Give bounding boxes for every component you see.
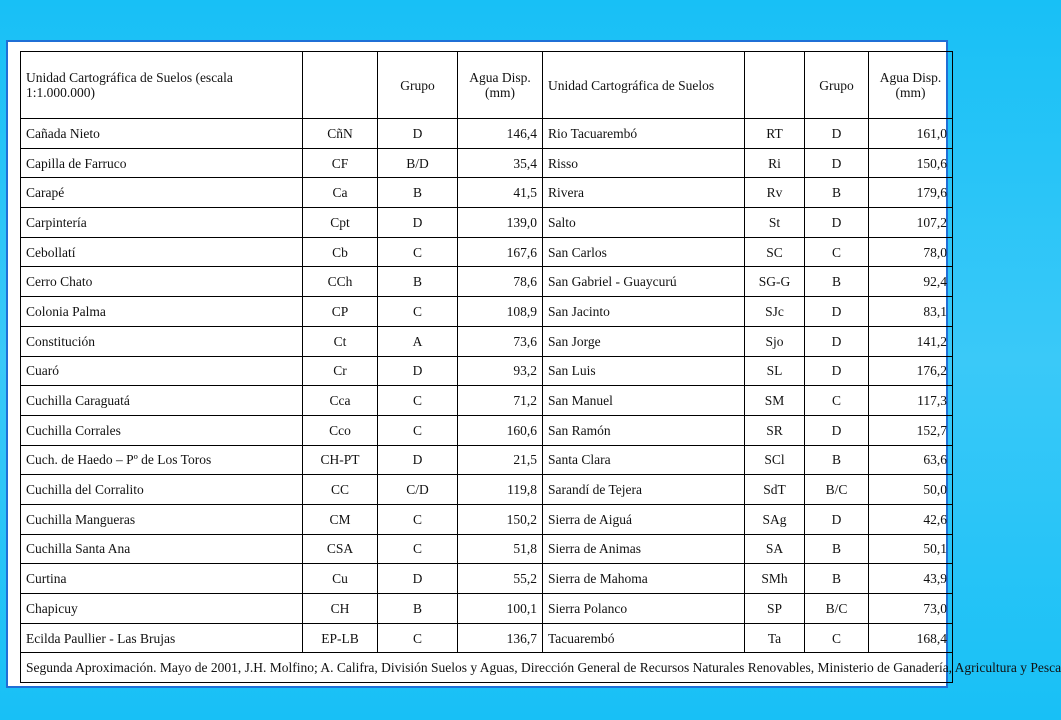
table-row: [21, 178, 953, 208]
left-available-water: 21,5: [458, 445, 543, 475]
table-row: [21, 267, 953, 297]
left-unit-name: Curtina: [21, 564, 303, 594]
left-hydro-group: B/D: [378, 148, 458, 178]
right-unit-symbol: Ri: [745, 148, 805, 178]
table-row: [21, 386, 953, 416]
right-hydro-group: D: [805, 326, 869, 356]
left-unit-symbol: CH-PT: [303, 445, 378, 475]
left-unit-symbol: CñN: [303, 119, 378, 149]
left-unit-symbol: CC: [303, 475, 378, 505]
right-unit-name: San Gabriel - Guaycurú: [543, 267, 745, 297]
right-hydro-group: D: [805, 297, 869, 327]
header-grupo-right: Grupo: [805, 52, 869, 119]
left-unit-name: Constitución: [21, 326, 303, 356]
left-available-water: 73,6: [458, 326, 543, 356]
right-available-water: 141,2: [869, 326, 953, 356]
left-hydro-group: C: [378, 237, 458, 267]
table-row: [21, 148, 953, 178]
header-agua-left: Agua Disp. (mm): [458, 52, 543, 119]
right-unit-symbol: SL: [745, 356, 805, 386]
right-unit-symbol: SC: [745, 237, 805, 267]
table-row: [21, 534, 953, 564]
left-unit-symbol: Ct: [303, 326, 378, 356]
right-unit-name: San Jorge: [543, 326, 745, 356]
right-unit-name: San Jacinto: [543, 297, 745, 327]
right-unit-symbol: SG-G: [745, 267, 805, 297]
left-unit-symbol: CF: [303, 148, 378, 178]
left-available-water: 167,6: [458, 237, 543, 267]
right-unit-symbol: SdT: [745, 475, 805, 505]
right-unit-name: Salto: [543, 208, 745, 238]
right-unit-symbol: St: [745, 208, 805, 238]
right-unit-name: Rio Tacuarembó: [543, 119, 745, 149]
left-unit-symbol: Cb: [303, 237, 378, 267]
right-unit-name: San Luis: [543, 356, 745, 386]
right-unit-name: Rivera: [543, 178, 745, 208]
right-unit-name: Sierra de Aiguá: [543, 504, 745, 534]
left-hydro-group: D: [378, 208, 458, 238]
right-available-water: 43,9: [869, 564, 953, 594]
left-unit-name: Carpintería: [21, 208, 303, 238]
right-unit-symbol: SA: [745, 534, 805, 564]
right-available-water: 50,1: [869, 534, 953, 564]
left-hydro-group: A: [378, 326, 458, 356]
table-row: [21, 237, 953, 267]
right-available-water: 78,0: [869, 237, 953, 267]
header-symbol-left: [303, 52, 378, 119]
right-hydro-group: C: [805, 623, 869, 653]
right-unit-name: San Ramón: [543, 415, 745, 445]
right-available-water: 117,3: [869, 386, 953, 416]
left-unit-symbol: Cr: [303, 356, 378, 386]
right-unit-name: Sierra Polanco: [543, 594, 745, 624]
right-hydro-group: D: [805, 119, 869, 149]
left-available-water: 100,1: [458, 594, 543, 624]
right-available-water: 73,0: [869, 594, 953, 624]
left-unit-name: Ecilda Paullier - Las Brujas: [21, 623, 303, 653]
left-hydro-group: D: [378, 356, 458, 386]
right-unit-symbol: RT: [745, 119, 805, 149]
right-available-water: 179,6: [869, 178, 953, 208]
left-hydro-group: D: [378, 564, 458, 594]
left-unit-symbol: Ca: [303, 178, 378, 208]
left-available-water: 139,0: [458, 208, 543, 238]
left-available-water: 51,8: [458, 534, 543, 564]
table-row: [21, 564, 953, 594]
right-unit-symbol: Sjo: [745, 326, 805, 356]
left-unit-symbol: CH: [303, 594, 378, 624]
table-row: [21, 326, 953, 356]
left-unit-symbol: CCh: [303, 267, 378, 297]
header-unidad-right: Unidad Cartográfica de Suelos: [543, 52, 745, 119]
right-unit-name: San Manuel: [543, 386, 745, 416]
right-hydro-group: D: [805, 504, 869, 534]
right-available-water: 50,0: [869, 475, 953, 505]
left-available-water: 160,6: [458, 415, 543, 445]
right-hydro-group: B: [805, 564, 869, 594]
right-available-water: 152,7: [869, 415, 953, 445]
left-available-water: 108,9: [458, 297, 543, 327]
right-hydro-group: B: [805, 534, 869, 564]
table-row: [21, 208, 953, 238]
left-hydro-group: C: [378, 623, 458, 653]
right-available-water: 83,1: [869, 297, 953, 327]
right-unit-symbol: Ta: [745, 623, 805, 653]
left-hydro-group: C: [378, 297, 458, 327]
left-available-water: 119,8: [458, 475, 543, 505]
left-hydro-group: C: [378, 415, 458, 445]
left-unit-name: Cuaró: [21, 356, 303, 386]
table-row: [21, 119, 953, 149]
left-unit-symbol: Cu: [303, 564, 378, 594]
right-hydro-group: C: [805, 386, 869, 416]
left-hydro-group: D: [378, 445, 458, 475]
table-row: [21, 594, 953, 624]
left-hydro-group: C: [378, 504, 458, 534]
left-unit-name: Cañada Nieto: [21, 119, 303, 149]
table-header-row: [21, 52, 953, 119]
table-row: [21, 415, 953, 445]
right-unit-name: Risso: [543, 148, 745, 178]
left-unit-name: Cuchilla Santa Ana: [21, 534, 303, 564]
left-hydro-group: C: [378, 534, 458, 564]
table-row: [21, 623, 953, 653]
header-agua-right: Agua Disp. (mm): [869, 52, 953, 119]
right-unit-name: Sierra de Mahoma: [543, 564, 745, 594]
left-unit-name: Cuchilla Corrales: [21, 415, 303, 445]
table-row: [21, 445, 953, 475]
table-row: [21, 297, 953, 327]
right-unit-symbol: SR: [745, 415, 805, 445]
left-hydro-group: C/D: [378, 475, 458, 505]
right-hydro-group: D: [805, 356, 869, 386]
left-hydro-group: B: [378, 267, 458, 297]
right-hydro-group: D: [805, 208, 869, 238]
left-available-water: 55,2: [458, 564, 543, 594]
table-row: [21, 356, 953, 386]
header-symbol-right: [745, 52, 805, 119]
right-unit-name: San Carlos: [543, 237, 745, 267]
left-unit-symbol: CSA: [303, 534, 378, 564]
right-hydro-group: B: [805, 445, 869, 475]
left-unit-name: Cuchilla Caraguatá: [21, 386, 303, 416]
left-unit-name: Cuchilla Mangueras: [21, 504, 303, 534]
left-unit-symbol: EP-LB: [303, 623, 378, 653]
right-available-water: 161,0: [869, 119, 953, 149]
slide-frame: [6, 40, 1061, 688]
right-hydro-group: D: [805, 148, 869, 178]
right-unit-symbol: SJc: [745, 297, 805, 327]
left-available-water: 150,2: [458, 504, 543, 534]
right-available-water: 168,4: [869, 623, 953, 653]
right-hydro-group: B: [805, 267, 869, 297]
left-available-water: 93,2: [458, 356, 543, 386]
right-available-water: 176,2: [869, 356, 953, 386]
right-hydro-group: B/C: [805, 475, 869, 505]
left-unit-name: Cerro Chato: [21, 267, 303, 297]
right-hydro-group: D: [805, 415, 869, 445]
right-hydro-group: C: [805, 237, 869, 267]
right-available-water: 107,2: [869, 208, 953, 238]
left-available-water: 136,7: [458, 623, 543, 653]
right-available-water: 42,6: [869, 504, 953, 534]
left-available-water: 146,4: [458, 119, 543, 149]
left-unit-name: Cebollatí: [21, 237, 303, 267]
footer-row: [21, 653, 953, 683]
left-hydro-group: B: [378, 178, 458, 208]
left-unit-symbol: Cca: [303, 386, 378, 416]
right-hydro-group: B: [805, 178, 869, 208]
left-available-water: 41,5: [458, 178, 543, 208]
header-unidad-left: Unidad Cartográfica de Suelos (escala 1:1.000.000): [21, 52, 303, 119]
right-unit-name: Tacuarembó: [543, 623, 745, 653]
header-grupo-left: Grupo: [378, 52, 458, 119]
left-unit-symbol: CP: [303, 297, 378, 327]
left-available-water: 78,6: [458, 267, 543, 297]
left-unit-symbol: Cco: [303, 415, 378, 445]
left-available-water: 35,4: [458, 148, 543, 178]
right-unit-name: Sierra de Animas: [543, 534, 745, 564]
table-row: [21, 504, 953, 534]
soil-units-table: [20, 51, 1061, 683]
left-unit-name: Colonia Palma: [21, 297, 303, 327]
right-unit-name: Sarandí de Tejera: [543, 475, 745, 505]
left-unit-name: Chapicuy: [21, 594, 303, 624]
right-available-water: 150,6: [869, 148, 953, 178]
left-unit-symbol: Cpt: [303, 208, 378, 238]
right-hydro-group: B/C: [805, 594, 869, 624]
right-available-water: 63,6: [869, 445, 953, 475]
right-unit-symbol: SCl: [745, 445, 805, 475]
left-unit-name: Capilla de Farruco: [21, 148, 303, 178]
right-unit-symbol: SMh: [745, 564, 805, 594]
left-hydro-group: D: [378, 119, 458, 149]
right-unit-symbol: SP: [745, 594, 805, 624]
left-unit-name: Cuchilla del Corralito: [21, 475, 303, 505]
right-unit-symbol: SAg: [745, 504, 805, 534]
table-body: [21, 119, 953, 653]
table-row: [21, 475, 953, 505]
right-unit-symbol: SM: [745, 386, 805, 416]
left-unit-symbol: CM: [303, 504, 378, 534]
right-unit-name: Santa Clara: [543, 445, 745, 475]
left-available-water: 71,2: [458, 386, 543, 416]
left-hydro-group: B: [378, 594, 458, 624]
right-available-water: 92,4: [869, 267, 953, 297]
left-unit-name: Carapé: [21, 178, 303, 208]
right-unit-symbol: Rv: [745, 178, 805, 208]
left-unit-name: Cuch. de Haedo – Pº de Los Toros: [21, 445, 303, 475]
source-note: Segunda Aproximación. Mayo de 2001, J.H. Molfino; A. Califra, División Suelos y Aguas, Dirección General de Recursos Naturales Renovables, Ministerio de Ganadería, Agricultura y Pesca: [21, 653, 953, 683]
left-hydro-group: C: [378, 386, 458, 416]
